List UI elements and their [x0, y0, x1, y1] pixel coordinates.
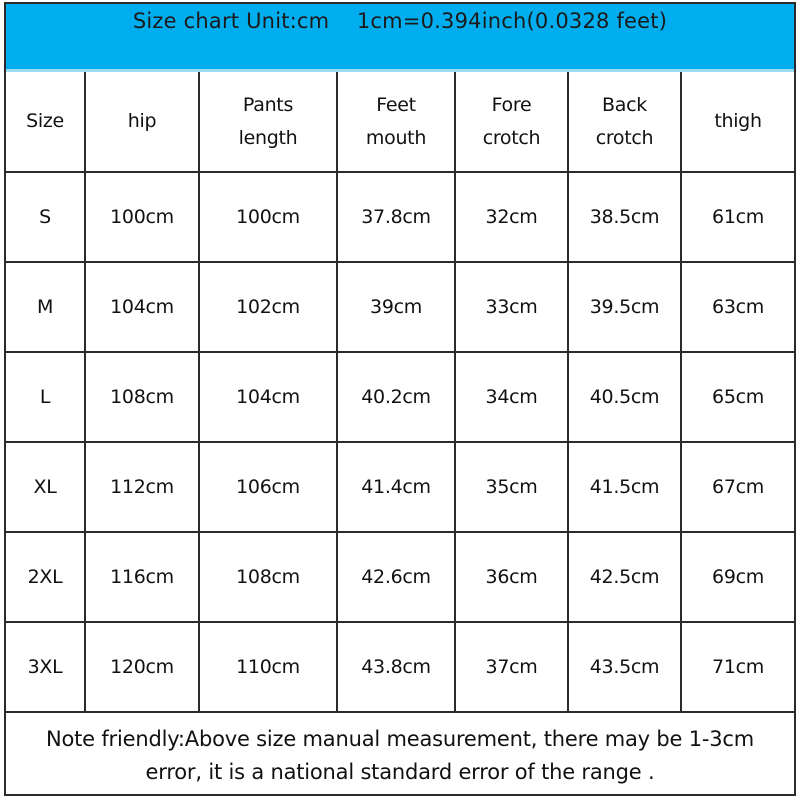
size-cell: M — [6, 262, 85, 352]
pants-length-cell: 102cm — [199, 262, 337, 352]
size-cell: S — [6, 172, 85, 262]
hip-cell: 104cm — [85, 262, 199, 352]
note-line-1: Note friendly:Above size manual measurement, there may be 1-3cm — [45, 727, 755, 751]
back-crotch-cell: 39.5cm — [568, 262, 681, 352]
thigh-cell: 63cm — [681, 262, 794, 352]
back-crotch-cell: 41.5cm — [568, 442, 681, 532]
feet-mouth-cell: 39cm — [337, 262, 455, 352]
pants-length-cell: 100cm — [199, 172, 337, 262]
feet-mouth-cell: 41.4cm — [337, 442, 455, 532]
back-crotch-cell: 38.5cm — [568, 172, 681, 262]
thigh-cell: 67cm — [681, 442, 794, 532]
fore-crotch-cell: 33cm — [455, 262, 568, 352]
note-line-2: error, it is a national standard error of the range . — [145, 760, 655, 784]
hip-cell: 116cm — [85, 532, 199, 622]
feet-mouth-cell: 42.6cm — [337, 532, 455, 622]
hip-cell: 100cm — [85, 172, 199, 262]
pants-length-cell: 108cm — [199, 532, 337, 622]
size-cell: 2XL — [6, 532, 85, 622]
feet-mouth-cell: 37.8cm — [337, 172, 455, 262]
back-crotch-cell: 40.5cm — [568, 352, 681, 442]
column-header-fore-crotch: Fore crotch — [455, 72, 568, 172]
header-row — [6, 72, 794, 172]
column-header-back-crotch: Back crotch — [568, 72, 681, 172]
thigh-cell: 71cm — [681, 622, 794, 712]
size-cell: XL — [6, 442, 85, 532]
column-header-feet-mouth: Feet mouth — [337, 72, 455, 172]
column-header-size: Size — [6, 72, 85, 172]
chart-title: Size chart Unit:cm 1cm=0.394inch(0.0328 feet) — [132, 9, 668, 33]
pants-length-cell: 104cm — [199, 352, 337, 442]
back-crotch-cell: 43.5cm — [568, 622, 681, 712]
back-crotch-cell: 42.5cm — [568, 532, 681, 622]
feet-mouth-cell: 43.8cm — [337, 622, 455, 712]
size-table — [6, 72, 794, 713]
size-cell: L — [6, 352, 85, 442]
hip-cell: 112cm — [85, 442, 199, 532]
table-row — [6, 442, 794, 532]
thigh-cell: 61cm — [681, 172, 794, 262]
table-row — [6, 622, 794, 712]
fore-crotch-cell: 34cm — [455, 352, 568, 442]
size-chart — [4, 2, 796, 796]
table-row — [6, 262, 794, 352]
thigh-cell: 65cm — [681, 352, 794, 442]
size-cell: 3XL — [6, 622, 85, 712]
fore-crotch-cell: 35cm — [455, 442, 568, 532]
hip-cell: 108cm — [85, 352, 199, 442]
fore-crotch-cell: 32cm — [455, 172, 568, 262]
pants-length-cell: 106cm — [199, 442, 337, 532]
table-row — [6, 532, 794, 622]
pants-length-cell: 110cm — [199, 622, 337, 712]
table-row — [6, 172, 794, 262]
table-row — [6, 352, 794, 442]
feet-mouth-cell: 40.2cm — [337, 352, 455, 442]
fore-crotch-cell: 36cm — [455, 532, 568, 622]
header-band — [6, 4, 794, 72]
column-header-thigh: thigh — [681, 72, 794, 172]
measurement-note — [6, 711, 794, 794]
column-header-hip: hip — [85, 72, 199, 172]
thigh-cell: 69cm — [681, 532, 794, 622]
hip-cell: 120cm — [85, 622, 199, 712]
column-header-pants-length: Pants length — [199, 72, 337, 172]
fore-crotch-cell: 37cm — [455, 622, 568, 712]
